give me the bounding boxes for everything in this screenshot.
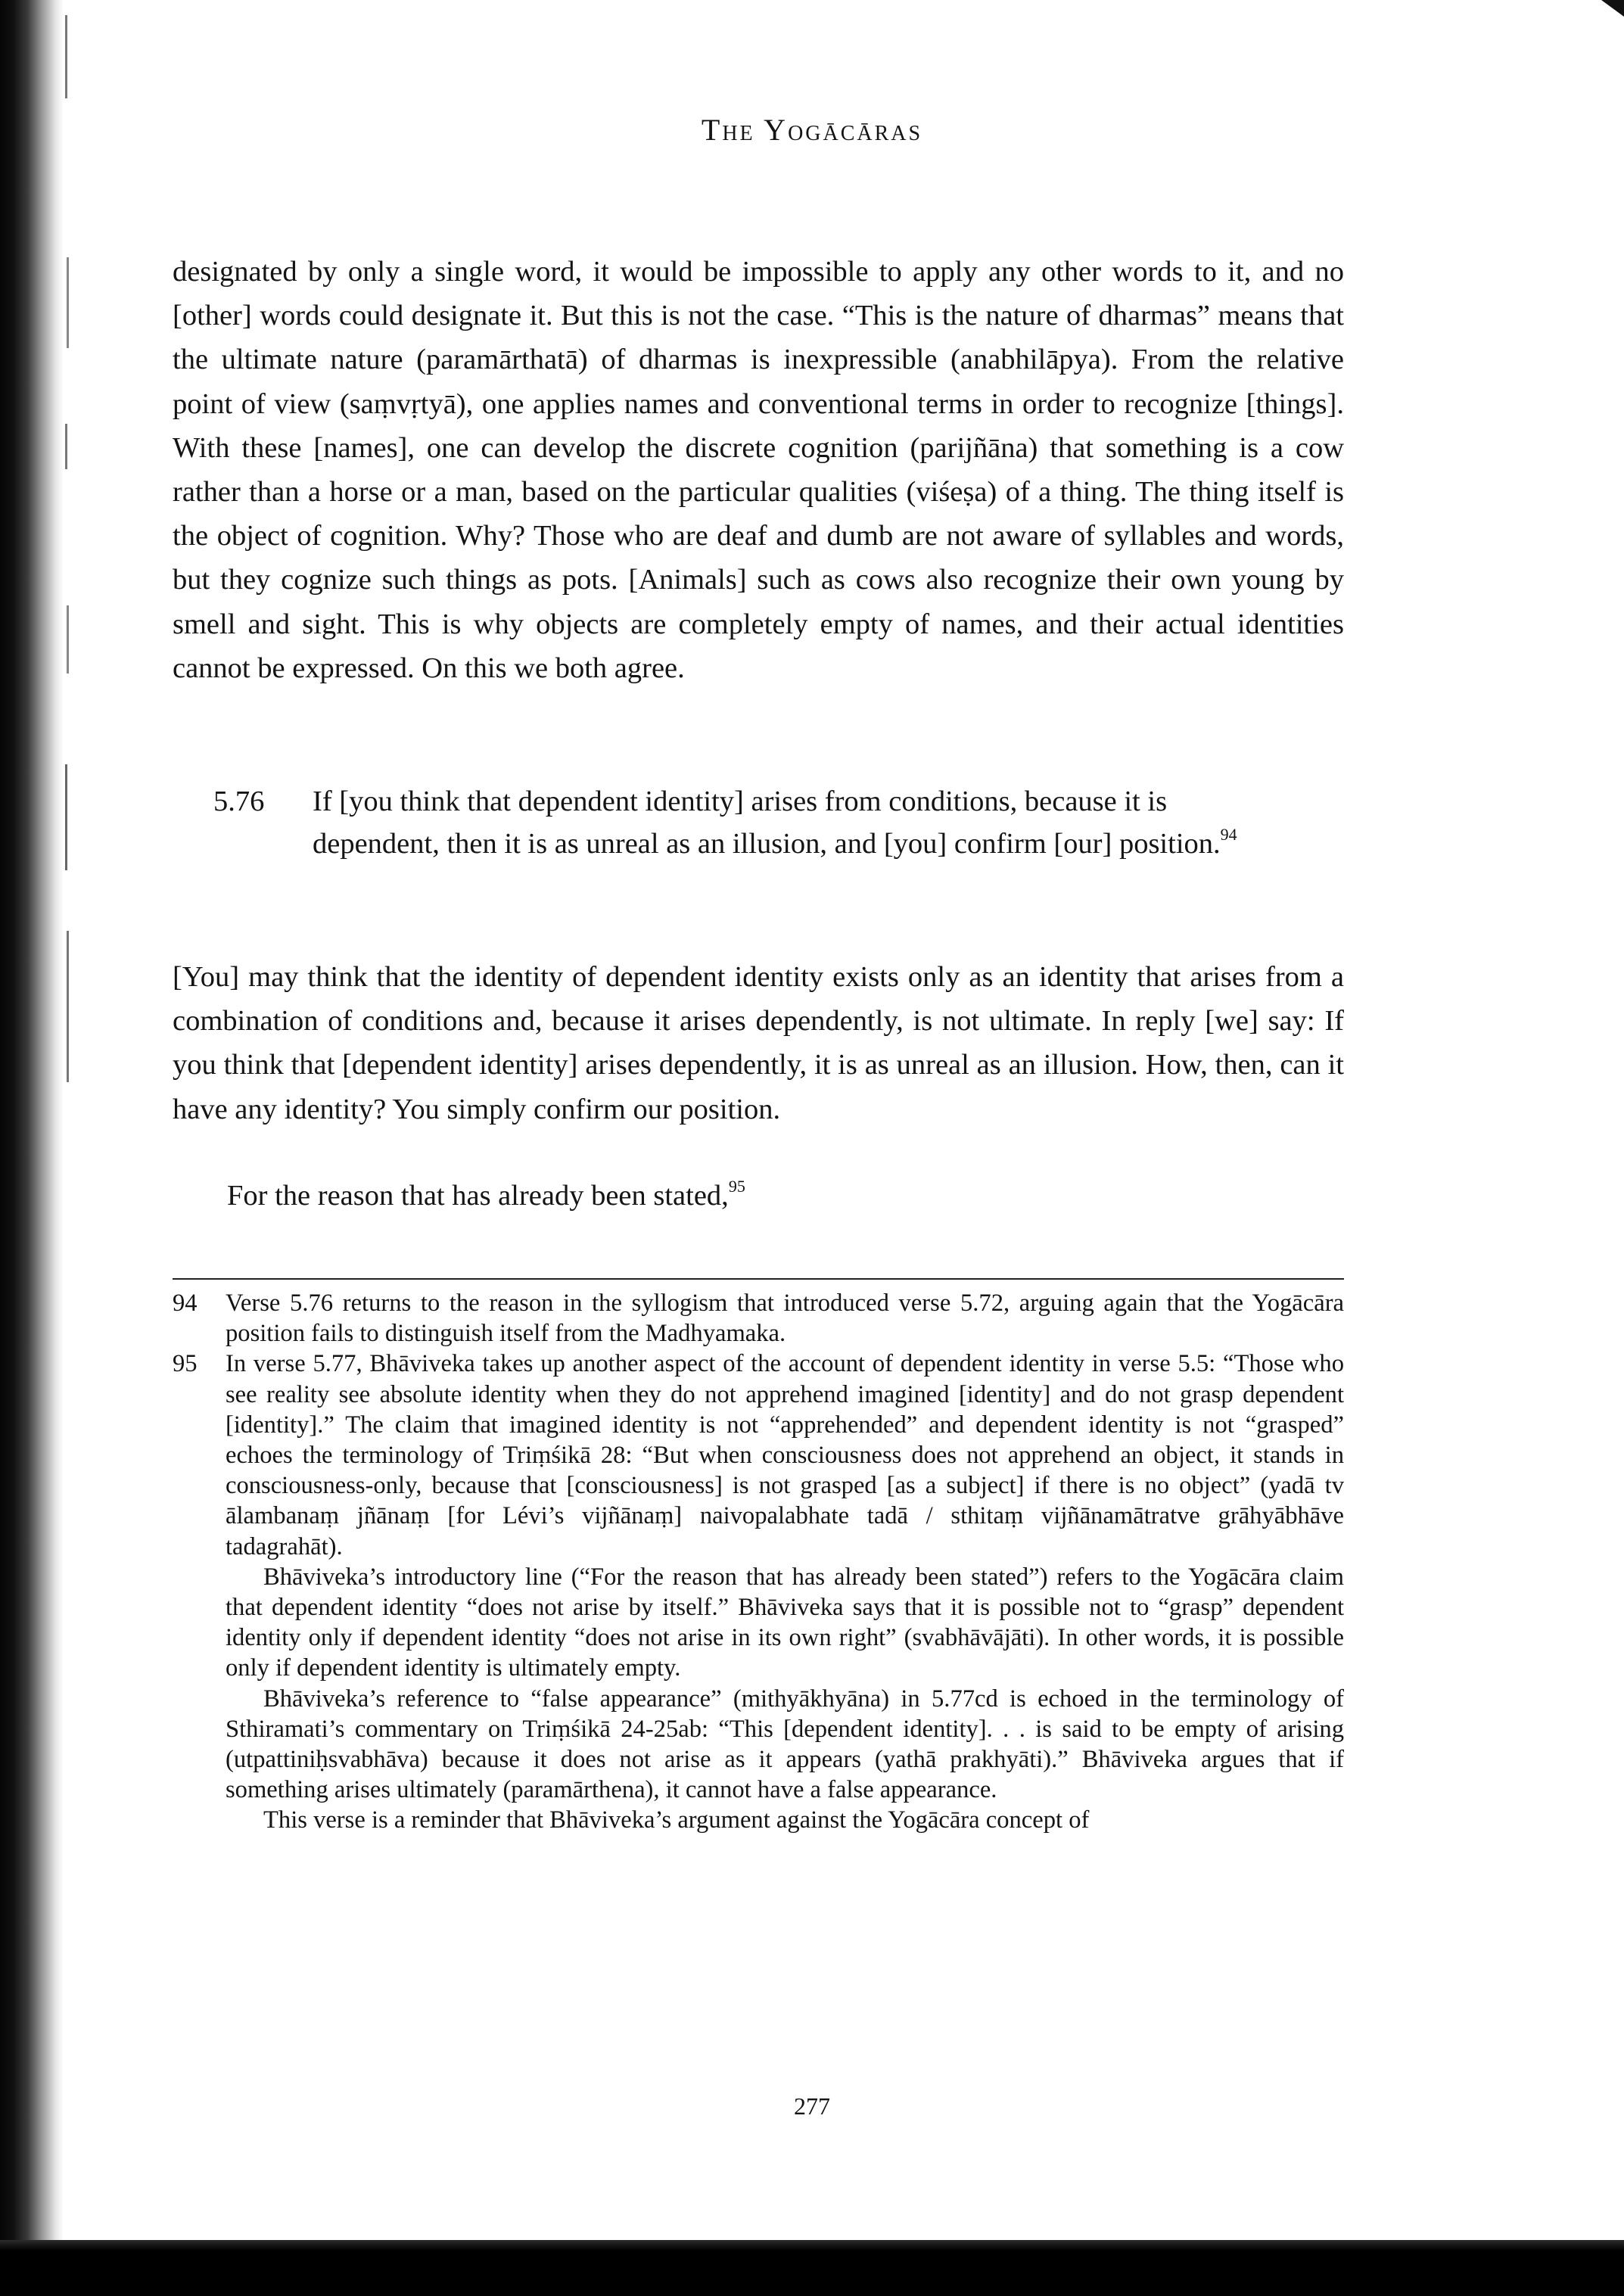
scan-corner-mark — [1601, 0, 1624, 17]
footnote-number: 95 — [173, 1350, 198, 1378]
paragraph-3 — [173, 1174, 1344, 1218]
paragraph-2-text: [You] may think that the identity of dependent identity exists only as an identity that arises from a combination of conditions and, because it arises dependently, is not ultimate. In reply [we] say: If you think that [dependent identity] arises dependently, it is as unreal as an illusion. How, then, can it have any identity? You simply confirm our position. — [173, 961, 1344, 1125]
footnote-95-continuation: This verse is a reminder that Bhāviveka’s argument against the Yogācāra concept of — [263, 1806, 1090, 1834]
footnote-ref-95[interactable]: 95 — [728, 1177, 745, 1196]
paragraph-1-text: designated by only a single word, it would be impossible to apply any other words to it, and no [other] words could designate it. But this is not the case. “This is the nature of dharmas” means that the ultimate nature (paramārthatā) of dharmas is inexpressible (anabhilāpya). From the relative point of view (saṃvṛtyā), one applies names and conventional terms in order to recognize [things]. With these [names], one can develop the discrete cognition (parijñāna) that something is a cow rather than a horse or a man, based on the particular qualities (viśeṣa) of a thing. The thing itself is the object of cognition. Why? Those who are deaf and dumb are not aware of syllables and words, but they cognize such things as pots. [Animals] such as cows also recognize their own young by smell and sight. This is why objects are completely empty of names, and their actual identities cannot be expressed. On this we both agree. — [173, 256, 1344, 684]
paragraph-2 — [173, 955, 1344, 1131]
footnote-ref-94[interactable]: 94 — [1220, 825, 1237, 844]
footnote-95-continuation: Bhāviveka’s reference to “false appearance” (mithyākhyāna) in 5.77cd is echoed in the terminology of Sthiramati’s commentary on Triṃśikā 24-25ab: “This [dependent identity]. . . is said to be empty of arising (utpattiniḥsvabhāva) because it does not arise as it appears (yathā prakhyāti).” Bhāviveka argues that if something arises ultimately (paramārthena), it cannot have a false appearance. — [226, 1685, 1344, 1804]
verse-body — [313, 780, 1289, 865]
verse-5-76 — [213, 780, 1326, 865]
verse-number: 5.76 — [213, 786, 265, 817]
scan-bottom-shadow — [0, 2240, 1624, 2296]
footnote-text: Verse 5.76 returns to the reason in the syllogism that introduced verse 5.72, arguing again that the Yogācāra position fails to distinguish itself from the Madhyamaka. — [226, 1290, 1344, 1348]
paragraph-3-text: For the reason that has already been stated, — [227, 1180, 729, 1212]
scan-binding-edge — [0, 0, 64, 2296]
verse-text: If [you think that dependent identity] arises from conditions, because it is dependent, then it is as unreal as an illusion, and [you] confirm [our] position. — [313, 786, 1221, 860]
running-head: The Yogācāras — [701, 113, 923, 147]
page-number: 277 — [794, 2092, 830, 2120]
footnote-text: In verse 5.77, Bhāviveka takes up another aspect of the account of dependent identity in verse 5.5: “Those who see reality see absolute identity when they do not apprehend imagined [identity] and do not grasp dependent [identity].” The claim that imagined identity is not “apprehended” and dependent identity is not “grasped” echoes the terminology of Triṃśikā 28: “But when consciousness does not apprehend an object, it stands in consciousness-only, because that [consciousness] is not grasped [as a subject] if there is no object” (yadā tv ālambanaṃ jñānaṃ [for Lévi’s vijñānaṃ] naivopalabhate tadā / sthitaṃ vijñānamātratve grāhyābhāve tadagrahāt). — [226, 1350, 1344, 1560]
footnote-separator — [173, 1278, 1344, 1280]
footnote-95-continuation: Bhāviveka’s introductory line (“For the reason that has already been stated”) refers to the Yogācāra claim that dependent identity “does not arise by itself.” Bhāviveka says that it is possible not to “grasp” dependent identity only if dependent identity “does not arise in its own right” (svabhāvājāti). In other words, it is possible only if dependent identity is ultimately empty. — [226, 1563, 1344, 1682]
footnotes — [173, 1288, 1344, 1836]
footnote-number: 94 — [173, 1290, 198, 1317]
footnote-94 — [173, 1288, 1344, 1349]
footnote-95 — [173, 1349, 1344, 1561]
paragraph-1 — [173, 250, 1344, 690]
